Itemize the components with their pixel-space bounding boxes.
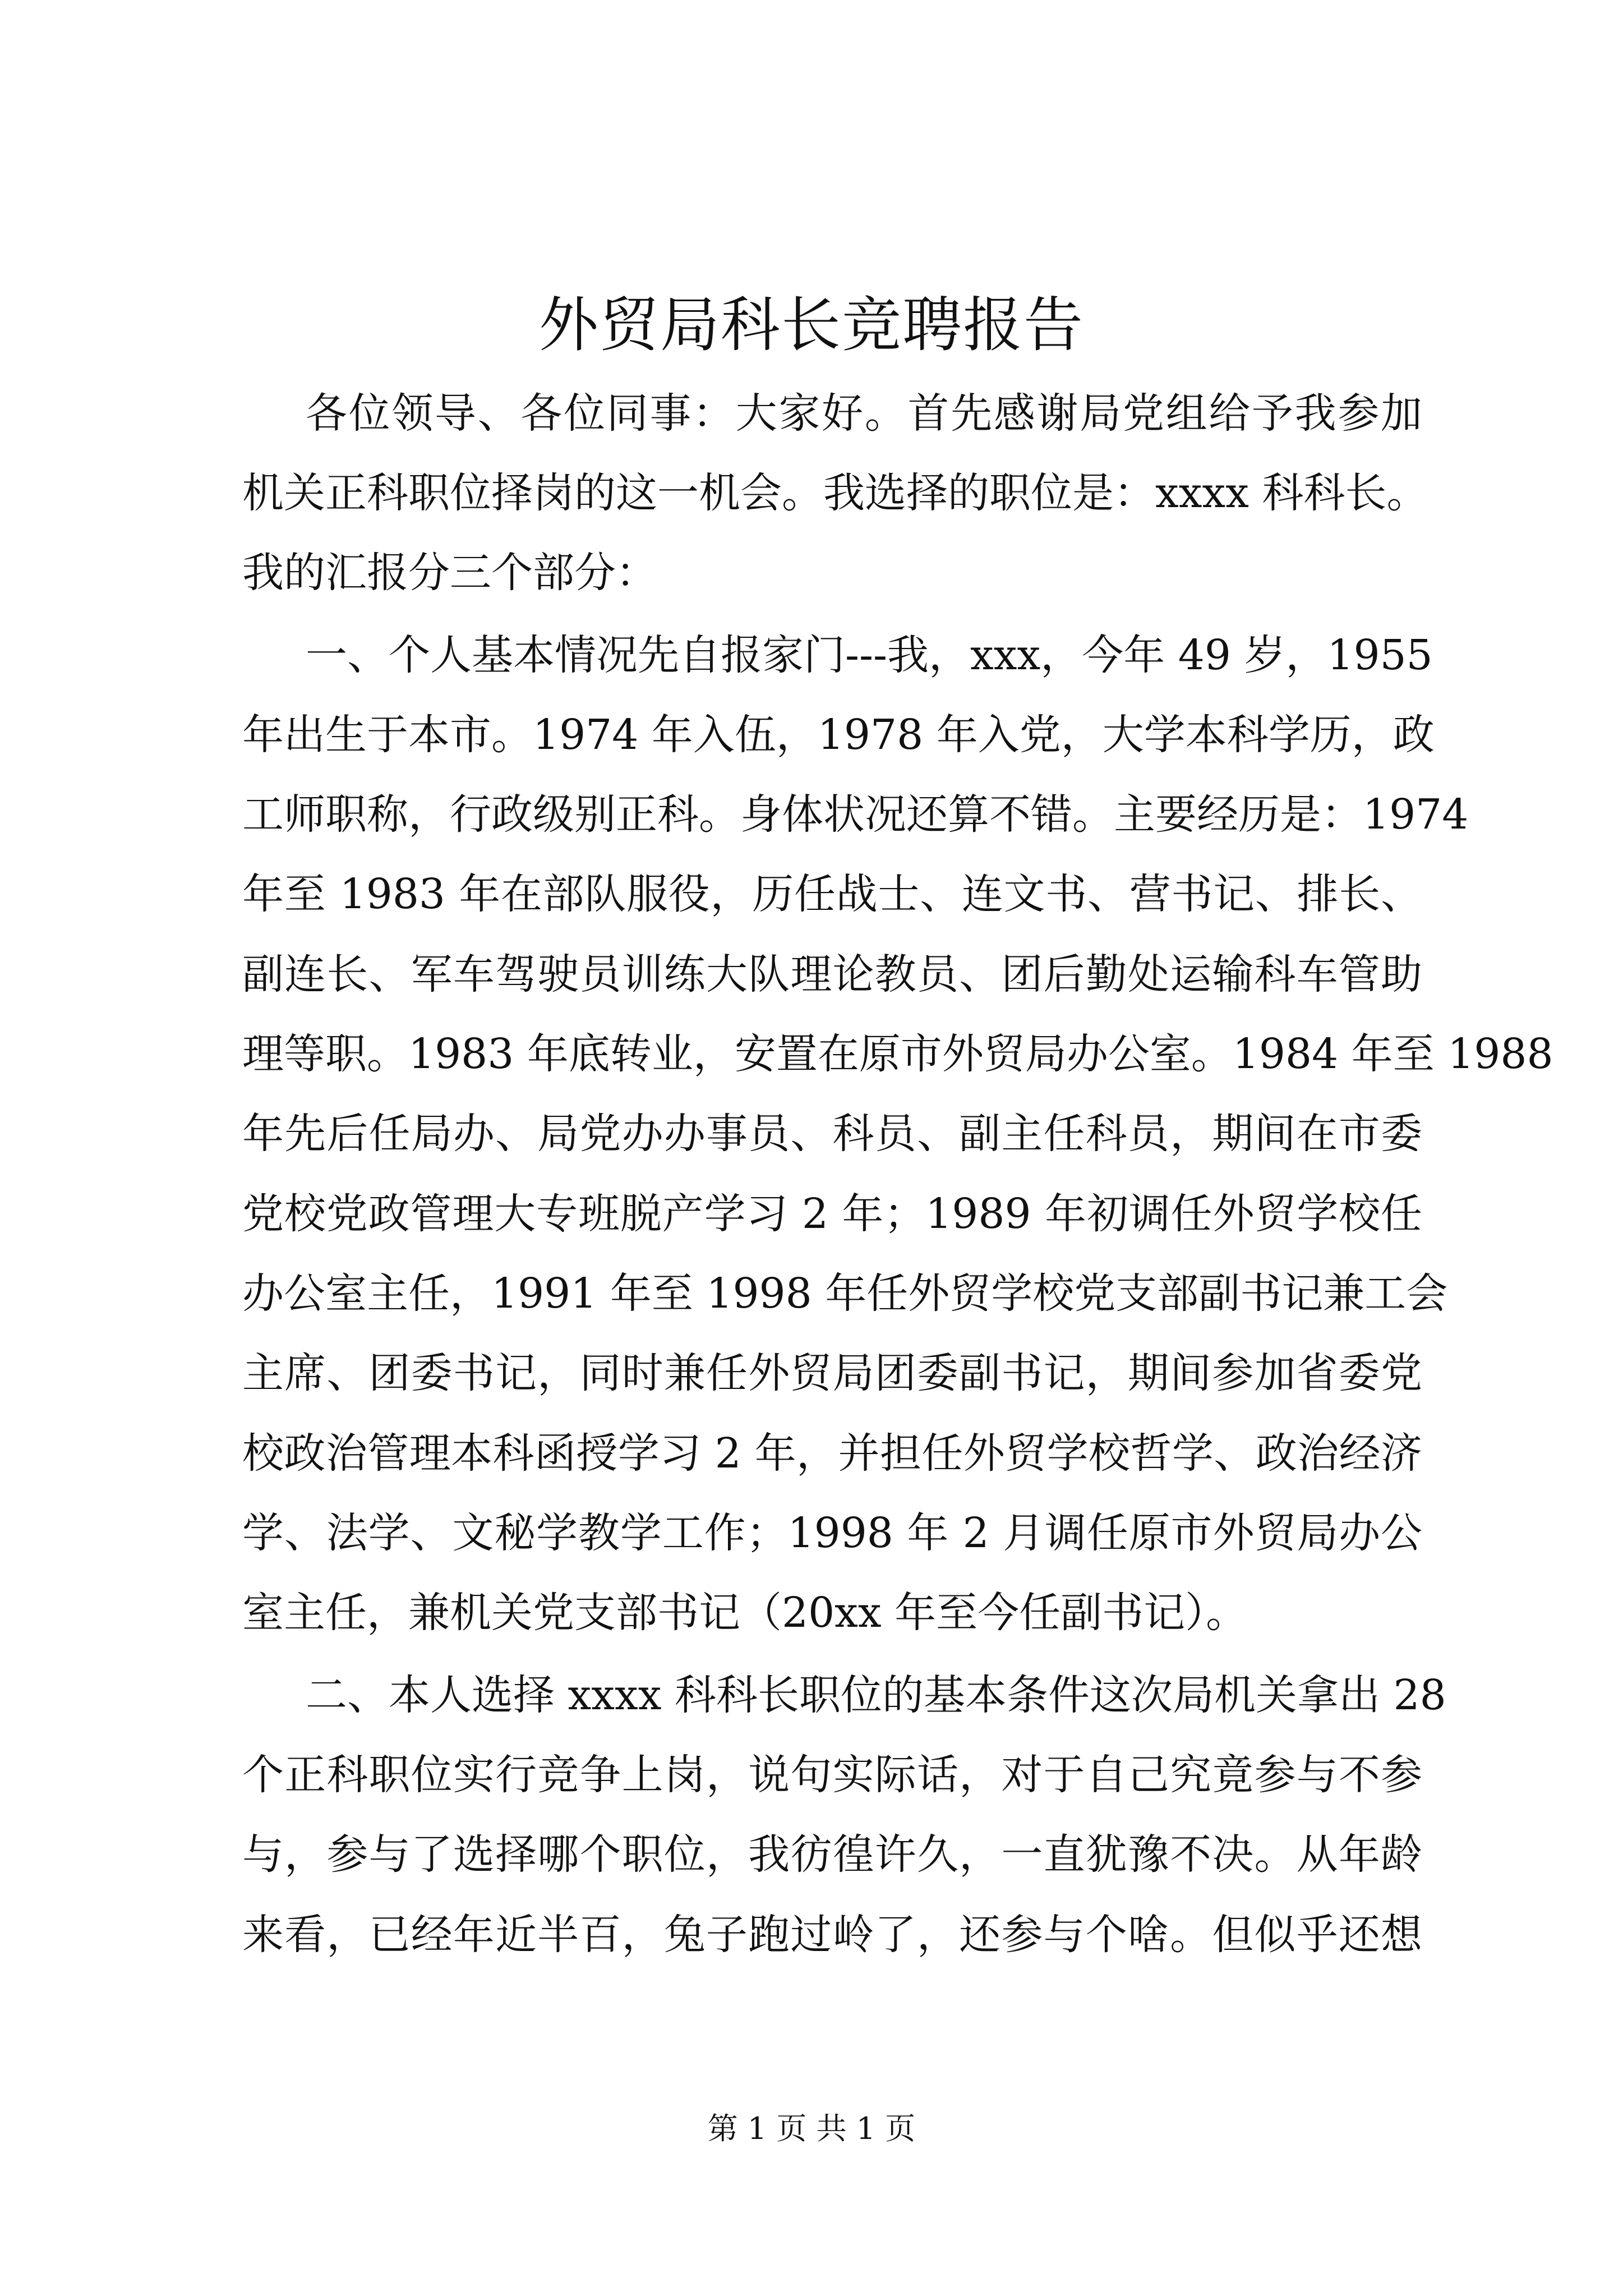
paragraph-3-line-1: 二、本人选择 xxxx 科科长职位的基本条件这次局机关拿出 28 <box>306 1671 1446 1719</box>
paragraph-1-line-2: 机关正科职位择岗的这一机会。我选择的职位是：xxxx 科科长。 <box>242 469 1428 517</box>
paragraph-2-line-2: 年出生于本市。1974 年入伍，1978 年入党，大学本科学历，政 <box>242 711 1435 759</box>
paragraph-2-line-12: 学、法学、文秘学教学工作；1998 年 2 月调任原市外贸局办公 <box>242 1509 1422 1557</box>
paragraph-2-line-13: 室主任，兼机关党支部书记（20xx 年至今任副书记）。 <box>242 1589 1248 1637</box>
paragraph-2-line-6: 理等职。1983 年底转业，安置在原市外贸局办公室。1984 年至 1988 <box>242 1030 1553 1078</box>
paragraph-1-line-1: 各位领导、各位同事：大家好。首先感谢局党组给予我参加 <box>306 389 1422 438</box>
paragraph-2-line-3: 工师职称，行政级别正科。身体状况还算不错。主要经历是：1974 <box>242 790 1469 839</box>
document-title: 外贸局科长竞聘报告 <box>539 291 1084 360</box>
paragraph-2-line-8: 党校党政管理大专班脱产学习 2 年；1989 年初调任外贸学校任 <box>242 1190 1422 1238</box>
paragraph-2-line-5: 副连长、军车驾驶员训练大队理论教员、团后勤处运输科车管助 <box>242 950 1422 999</box>
paragraph-2-line-11: 校政治管理本科函授学习 2 年，并担任外贸学校哲学、政治经济 <box>242 1429 1422 1478</box>
page-number-footer: 第 1 页 共 1 页 <box>707 2111 916 2146</box>
paragraph-2-line-7: 年先后任局办、局党办办事员、科员、副主任科员，期间在市委 <box>242 1110 1422 1158</box>
paragraph-2-line-1: 一、个人基本情况先自报家门---我，xxx，今年 49 岁，1955 <box>306 631 1433 679</box>
paragraph-1-line-3: 我的汇报分三个部分： <box>242 549 657 597</box>
paragraph-3-line-4: 来看，已经年近半百，兔子跑过岭了，还参与个啥。但似乎还想 <box>242 1911 1422 1959</box>
paragraph-2-line-4: 年至 1983 年在部队服役，历任战士、连文书、营书记、排长、 <box>242 870 1422 918</box>
paragraph-3-line-3: 与，参与了选择哪个职位，我彷徨许久，一直犹豫不决。从年龄 <box>242 1830 1422 1879</box>
paragraph-2-line-9: 办公室主任，1991 年至 1998 年任外贸学校党支部副书记兼工会 <box>242 1269 1448 1318</box>
paragraph-2-line-10: 主席、团委书记，同时兼任外贸局团委副书记，期间参加省委党 <box>242 1349 1422 1397</box>
paragraph-3-line-2: 个正科职位实行竞争上岗，说句实际话，对于自己究竟参与不参 <box>242 1751 1422 1799</box>
